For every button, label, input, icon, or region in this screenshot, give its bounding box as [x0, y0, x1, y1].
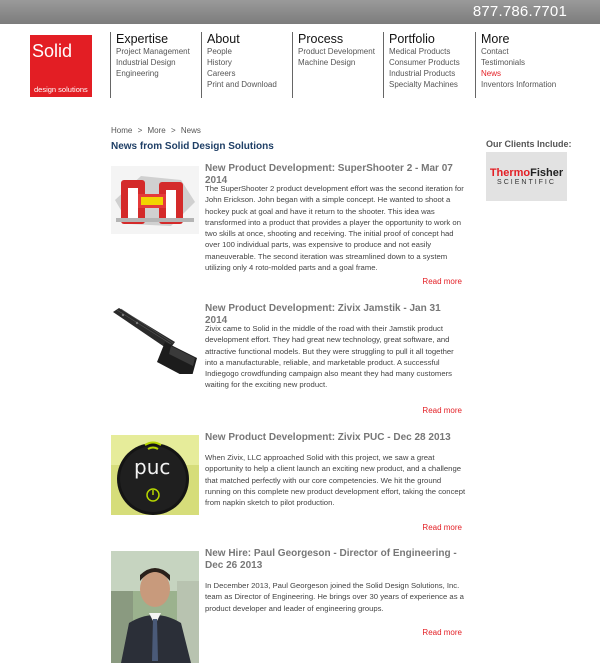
article-thumbnail-puc[interactable]: [111, 435, 199, 515]
breadcrumb-separator: >: [170, 126, 176, 135]
nav-item-specialty-machines[interactable]: Specialty Machines: [389, 80, 458, 89]
article-thumbnail-jamstik[interactable]: [111, 306, 199, 374]
nav-item-contact[interactable]: Contact: [481, 47, 509, 56]
article-body: In December 2013, Paul Georgeson joined the Solid Design Solutions, Inc. team as Director of Engineering. He brings over 30 years of experience as a product developer and leader of engineering groups.: [205, 581, 464, 613]
breadcrumb: [111, 126, 204, 135]
article-title[interactable]: New Hire: Paul Georgeson - Director of Engineering - Dec 26 2013: [205, 548, 457, 571]
phone-number[interactable]: 877.786.7701: [472, 3, 567, 20]
read-more-link[interactable]: Read more: [422, 277, 462, 286]
nav-item-people[interactable]: People: [207, 47, 232, 56]
nav-item-inventors-information[interactable]: Inventors Information: [481, 80, 557, 89]
nav-item-machine-design[interactable]: Machine Design: [298, 58, 356, 67]
client-logo-text-thermo: Thermo: [489, 167, 531, 179]
nav-item-print-download[interactable]: Print and Download: [207, 80, 277, 89]
nav-heading-expertise[interactable]: Expertise: [116, 32, 169, 46]
top-bar: [0, 0, 600, 24]
article-thumbnail-paul-georgeson[interactable]: [111, 551, 199, 663]
article-thumbnail-supershooter[interactable]: [111, 166, 199, 234]
nav-item-product-development[interactable]: Product Development: [298, 47, 375, 56]
nav-item-medical-products[interactable]: Medical Products: [389, 47, 451, 56]
nav-item-engineering[interactable]: Engineering: [116, 69, 159, 78]
nav-column-about: [201, 32, 277, 98]
nav-item-industrial-design[interactable]: Industrial Design: [116, 58, 176, 67]
nav-heading-more[interactable]: More: [481, 32, 510, 46]
logo-tagline: design solutions: [34, 85, 88, 94]
article-body: Zivix came to Solid in the middle of the road with their Jamstik product development effort. They had great new technology, great software, and attractive functional models. But they were struggling to pull it all together into a manufacturable, reliable, and marketable product. A successful Indiegogo crowdfunding campaign also meant they had many customers waiting for the exciting new product.: [205, 324, 454, 390]
nav-heading-portfolio[interactable]: Portfolio: [389, 32, 435, 46]
breadcrumb-more[interactable]: More: [147, 126, 166, 135]
breadcrumb-current: News: [180, 126, 201, 135]
client-logo-text-fisher: Fisher: [530, 167, 564, 179]
nav-item-testimonials[interactable]: Testimonials: [481, 58, 526, 67]
nav-item-consumer-products[interactable]: Consumer Products: [389, 58, 460, 67]
logo-wordmark: Solid: [32, 41, 73, 61]
read-more-link[interactable]: Read more: [422, 523, 462, 532]
nav-column-more: [475, 32, 556, 98]
puc-logo-text: puc: [134, 455, 171, 479]
nav-item-news[interactable]: News: [481, 69, 502, 78]
breadcrumb-home[interactable]: Home: [111, 126, 133, 135]
nav-column-portfolio: [383, 32, 460, 98]
article-title[interactable]: New Product Development: Zivix Jamstik - Jan 31 2014: [205, 303, 441, 326]
read-more-link[interactable]: Read more: [422, 628, 462, 637]
nav-column-expertise: [110, 32, 190, 98]
read-more-link[interactable]: Read more: [422, 406, 462, 415]
nav-item-industrial-products[interactable]: Industrial Products: [389, 69, 456, 78]
nav-item-careers[interactable]: Careers: [207, 69, 236, 78]
nav-item-history[interactable]: History: [207, 58, 232, 67]
site-logo[interactable]: [30, 35, 92, 97]
breadcrumb-separator: >: [137, 126, 143, 135]
article-title[interactable]: New Product Development: SuperShooter 2 - Mar 07 2014: [205, 163, 453, 186]
clients-heading: Our Clients Include:: [486, 139, 572, 149]
nav-heading-process[interactable]: Process: [298, 32, 344, 46]
page-title: News from Solid Design Solutions: [111, 141, 274, 152]
article-body: The SuperShooter 2 product development effort was the second iteration for John Erickson. John began with a simple concept. He wanted to shoot a hockey puck at goal and have it return to the shooter. This idea was transformed into a product that provides a player the opportunity to work on two skills at once, shooting and receiving. The initial proof of concept had over 100 individual parts, was expensive to produce and not easily maneuverable. The second iteration was streamlined down to a system utilizing only 4 roto-molded parts and a goal frame.: [205, 184, 464, 273]
nav-column-process: [292, 32, 375, 98]
article-title[interactable]: New Product Development: Zivix PUC - Dec 28 2013: [205, 432, 451, 443]
nav-item-project-management[interactable]: Project Management: [116, 47, 190, 56]
article-body: When Zivix, LLC approached Solid with this project, we saw a great opportunity to help a client launch an exciting new product, and a challenge that matched perfectly with our core competencies. We hit the ground running on this complete new product development effort, taking the concept from napkin sketch to pilot production.: [205, 453, 466, 508]
client-logo-text-scientific: SCIENTIFIC: [497, 179, 556, 186]
nav-heading-about[interactable]: About: [207, 32, 240, 46]
client-logo-thermo-fisher[interactable]: [486, 152, 567, 201]
